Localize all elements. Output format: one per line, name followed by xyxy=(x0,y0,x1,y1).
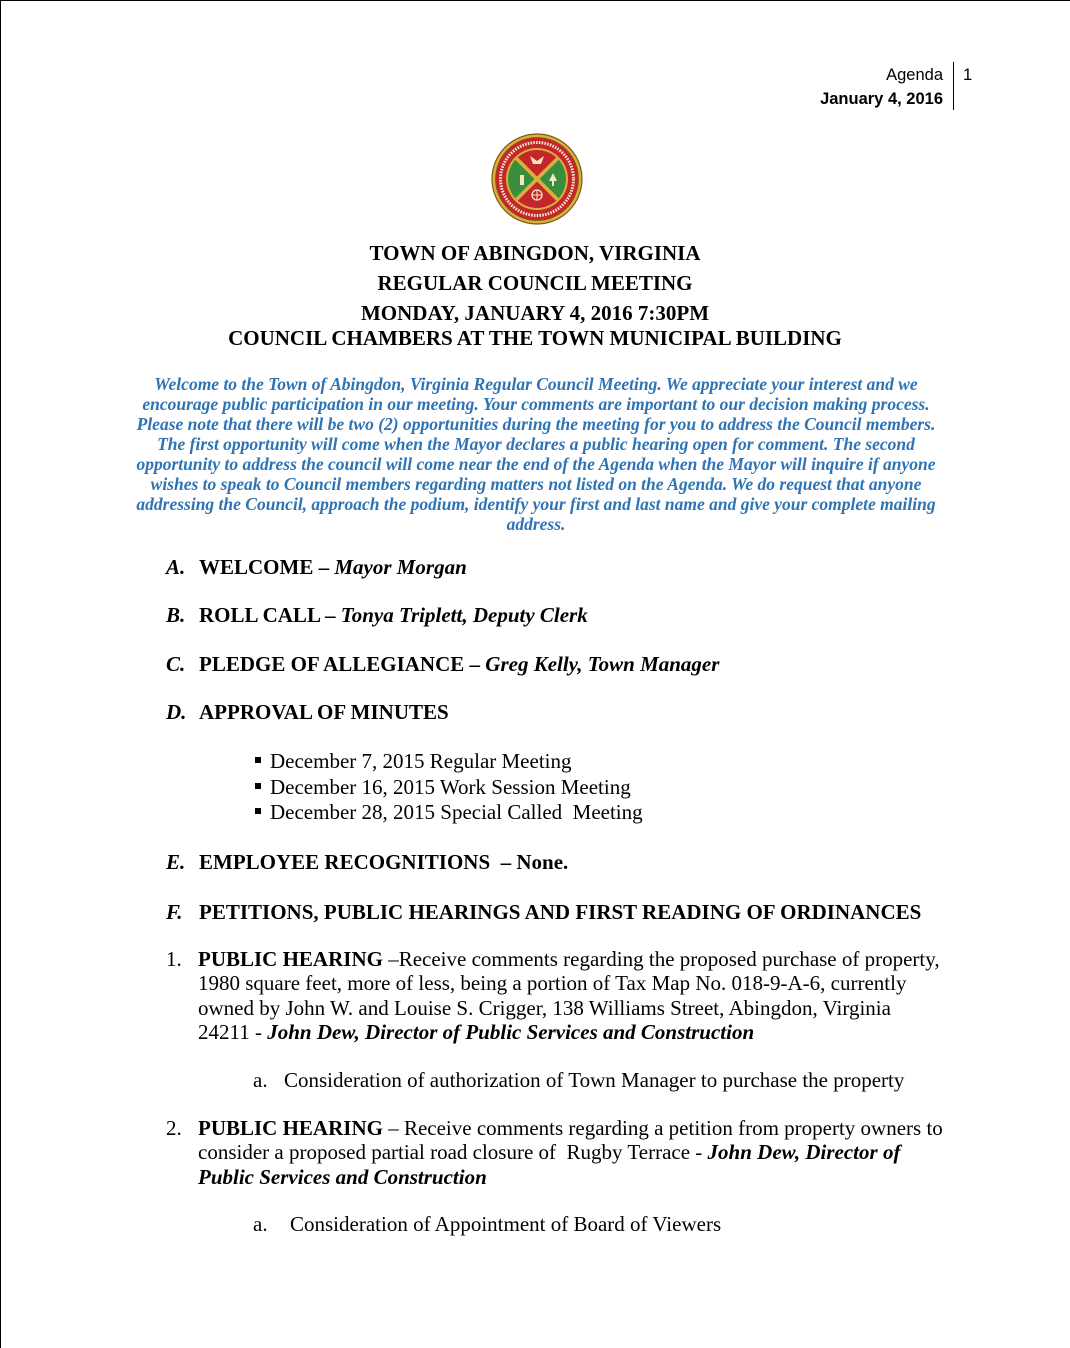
item-presenter: John Dew, Director of Public Services and Construction xyxy=(267,1020,755,1045)
header-label: Agenda xyxy=(886,66,943,84)
welcome-line: addressing the Council, approach the podium, identify your first and last name and give your complete mailing xyxy=(136,494,936,514)
section-letter: D. xyxy=(166,700,187,724)
section-presenter: Greg Kelly, Town Manager xyxy=(485,652,720,676)
section-roll-call xyxy=(166,603,588,627)
square-bullet-icon xyxy=(255,757,261,763)
section-letter: C. xyxy=(166,652,186,676)
item-line xyxy=(198,1020,940,1044)
page-number: 1 xyxy=(963,66,973,84)
town-seal-icon xyxy=(491,133,583,225)
minutes-item-text: December 7, 2015 Regular Meeting xyxy=(270,749,572,773)
welcome-line: Welcome to the Town of Abingdon, Virginia Regular Council Meeting. We appreciate your interest and we xyxy=(154,374,918,394)
minutes-item-text: December 16, 2015 Work Session Meeting xyxy=(270,774,631,799)
header-date: January 4, 2016 xyxy=(820,90,943,108)
section-title: EMPLOYEE RECOGNITIONS – None. xyxy=(199,850,569,874)
square-bullet-icon xyxy=(255,783,261,789)
title-town: TOWN OF ABINGDON, VIRGINIA xyxy=(369,241,701,265)
item-line xyxy=(198,1116,943,1140)
section-title: WELCOME – xyxy=(199,555,330,579)
square-bullet-icon xyxy=(255,808,261,814)
welcome-line: wishes to speak to Council members regarding matters not listed on the Agenda. We do request that anyone xyxy=(150,474,922,494)
item-presenter: Public Services and Construction xyxy=(198,1164,487,1189)
sub-item-text: Consideration of authorization of Town Manager to purchase the property xyxy=(284,1068,905,1092)
welcome-line: address. xyxy=(506,514,566,534)
item-line xyxy=(198,1165,943,1189)
item-line xyxy=(198,971,940,995)
item-heading: PUBLIC HEARING xyxy=(198,947,383,971)
minutes-item xyxy=(255,800,643,826)
item-text: owned by John W. and Louise S. Crigger, 138 Williams Street, Abingdon, Virginia xyxy=(198,995,891,1020)
minutes-item-text: December 28, 2015 Special Called Meeting xyxy=(270,800,643,824)
sub-item-letter: a. xyxy=(253,1212,268,1236)
item-number: 2. xyxy=(166,1116,182,1140)
section-welcome xyxy=(166,555,467,579)
welcome-line: encourage public participation in our meeting. Your comments are important to our decision making process. xyxy=(142,394,930,414)
item-text: consider a proposed partial road closure of Rugby Terrace - xyxy=(198,1140,703,1165)
welcome-line: The first opportunity will come when the Mayor declares a public hearing open for comment. The second xyxy=(157,434,915,454)
item-text: – Receive comments regarding a petition from property owners to xyxy=(388,1116,943,1140)
item-line xyxy=(198,996,940,1020)
section-presenter: Mayor Morgan xyxy=(334,555,467,579)
minutes-item xyxy=(255,775,643,801)
seal-figure-icon xyxy=(520,175,524,185)
item-line xyxy=(198,1140,943,1164)
minutes-list xyxy=(255,749,643,826)
section-letter: F. xyxy=(166,900,183,924)
header-divider xyxy=(953,62,954,110)
welcome-message xyxy=(2,374,1070,534)
section-petitions-hearings xyxy=(166,900,921,924)
sub-item-text: Consideration of Appointment of Board of Viewers xyxy=(290,1212,722,1236)
section-title: PLEDGE OF ALLEGIANCE – xyxy=(199,652,481,676)
section-presenter: Tonya Triplett, Deputy Clerk xyxy=(340,603,588,627)
section-approval-of-minutes xyxy=(166,700,449,724)
item-text: 1980 square feet, more of less, being a portion of Tax Map No. 018-9-A-6, currently xyxy=(198,971,907,996)
title-meeting-type: REGULAR COUNCIL MEETING xyxy=(377,271,693,295)
section-employee-recognitions xyxy=(166,850,568,874)
section-title: APPROVAL OF MINUTES xyxy=(199,700,449,724)
item-line xyxy=(198,947,940,971)
item-heading: PUBLIC HEARING xyxy=(198,1116,383,1140)
section-letter: B. xyxy=(166,603,186,627)
sub-item-letter: a. xyxy=(253,1068,268,1092)
item-body xyxy=(198,1116,943,1189)
item-body xyxy=(198,947,940,1045)
welcome-line: Please note that there will be two (2) opportunities during the meeting for you to address the Council members. xyxy=(136,414,936,434)
item-number: 1. xyxy=(166,947,182,971)
section-title: PETITIONS, PUBLIC HEARINGS AND FIRST READING OF ORDINANCES xyxy=(199,900,922,924)
seal-center xyxy=(534,176,540,182)
item-text: –Receive comments regarding the proposed purchase of property, xyxy=(388,947,940,971)
section-letter: E. xyxy=(166,850,186,874)
item-presenter: John Dew, Director of xyxy=(707,1140,901,1165)
section-pledge-of-allegiance xyxy=(166,652,719,676)
welcome-line: opportunity to address the council will come near the end of the Agenda when the Mayor will inquire if anyone xyxy=(136,454,936,474)
item-text: 24211 - xyxy=(198,1020,262,1045)
minutes-item xyxy=(255,749,643,775)
section-letter: A. xyxy=(166,555,186,579)
section-title: ROLL CALL – xyxy=(199,603,336,627)
title-date-time: MONDAY, JANUARY 4, 2016 7:30PM xyxy=(360,301,710,325)
title-location: COUNCIL CHAMBERS AT THE TOWN MUNICIPAL BUILDING xyxy=(228,326,842,350)
